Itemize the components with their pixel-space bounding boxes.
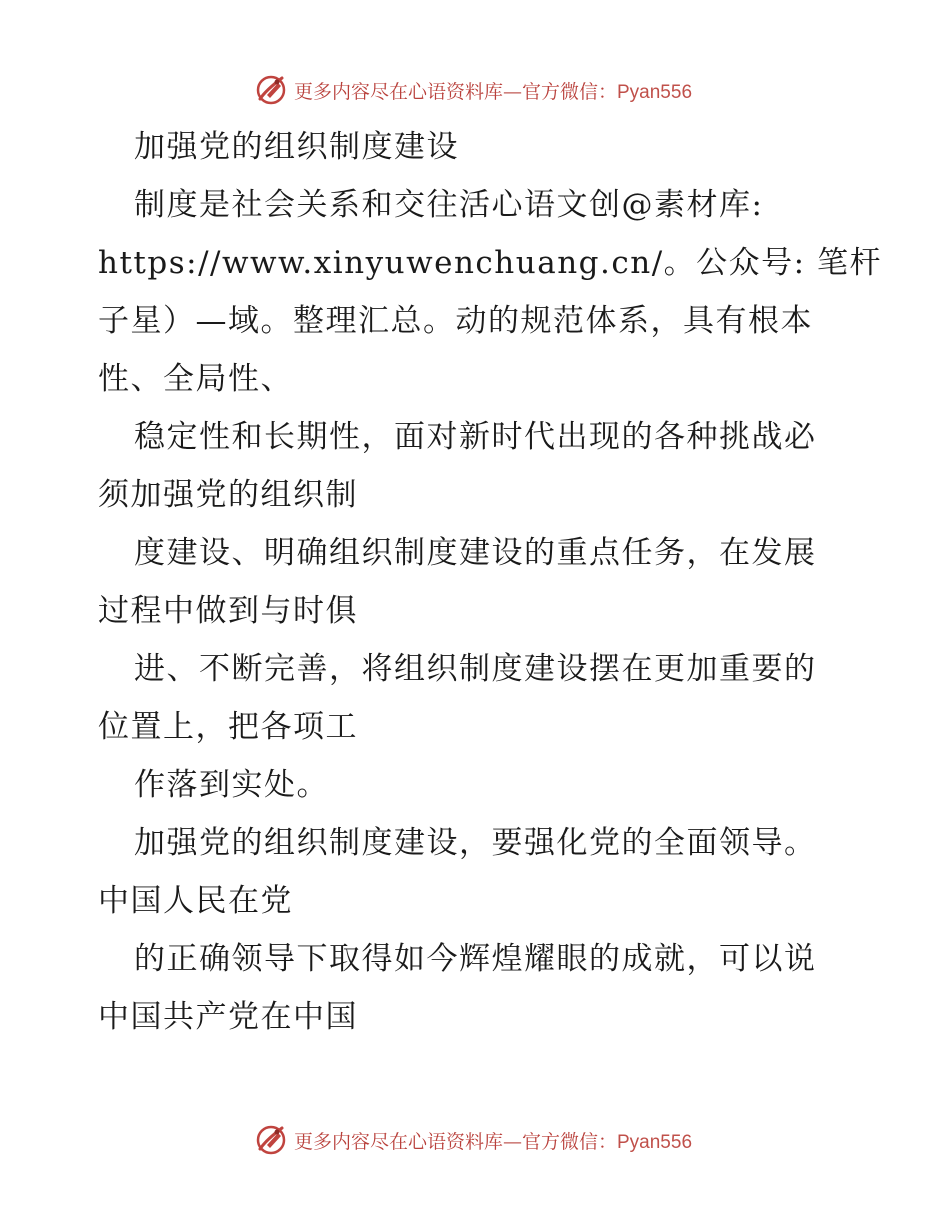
banner-cn-text: 更多内容尽在心语资料库 bbox=[293, 1130, 503, 1153]
header-banner-inner bbox=[254, 73, 692, 107]
body-line: 子星）—域。整理汇总。动的规范体系，具有根本 bbox=[98, 303, 813, 339]
header-banner bbox=[0, 70, 950, 110]
header-banner-text bbox=[294, 77, 692, 104]
body-line: 加强党的组织制度建设，要强化党的全面领导。 bbox=[134, 825, 817, 861]
body-line: 的正确领导下取得如今辉煌耀眼的成就，可以说 bbox=[134, 941, 817, 977]
body-line: 中国人民在党 bbox=[98, 883, 293, 919]
banner-dash: — bbox=[502, 80, 522, 103]
body-line: 度建设、明确组织制度建设的重点任务，在发展 bbox=[134, 535, 817, 571]
body-line: 加强党的组织制度建设 bbox=[134, 129, 459, 165]
body-line: https://www.xinyuwenchuang.cn/。公众号: 笔杆 bbox=[98, 245, 882, 281]
banner-dash: — bbox=[502, 1130, 522, 1153]
body-line: 须加强党的组织制 bbox=[98, 477, 358, 513]
body-line: 制度是社会关系和交往活心语文创@素材库: bbox=[134, 187, 764, 223]
document-body bbox=[98, 118, 882, 1046]
banner-wechat-id: Pyan556 bbox=[617, 81, 693, 103]
body-line: 作落到实处。 bbox=[134, 767, 329, 803]
body-line: 稳定性和长期性，面对新时代出现的各种挑战必 bbox=[134, 419, 817, 455]
body-line: 进、不断完善，将组织制度建设摆在更加重要的 bbox=[134, 651, 817, 687]
banner-cn-text: 更多内容尽在心语资料库 bbox=[293, 80, 503, 103]
footer-banner-text bbox=[294, 1127, 692, 1154]
body-line: 过程中做到与时俱 bbox=[98, 593, 358, 629]
banner-wechat-id: Pyan556 bbox=[617, 1131, 693, 1153]
banner-wechat-label: 官方微信： bbox=[521, 80, 617, 103]
body-line: 位置上，把各项工 bbox=[98, 709, 358, 745]
footer-banner-inner bbox=[254, 1123, 692, 1157]
pen-logo-icon bbox=[254, 1123, 288, 1157]
footer-banner bbox=[0, 1120, 950, 1160]
pen-logo-icon bbox=[254, 73, 288, 107]
body-line: 性、全局性、 bbox=[98, 361, 293, 397]
body-line: 中国共产党在中国 bbox=[98, 999, 358, 1035]
banner-wechat-label: 官方微信： bbox=[521, 1130, 617, 1153]
